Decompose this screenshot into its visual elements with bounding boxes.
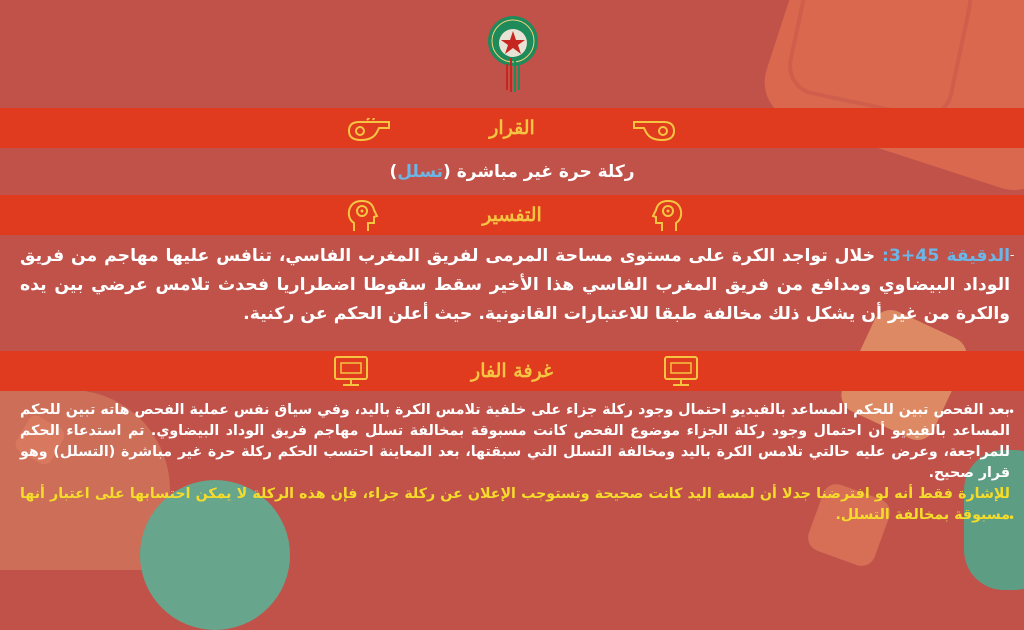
monitor-icon [332, 354, 370, 388]
federation-logo-icon [486, 14, 540, 98]
decision-title: القرار [489, 117, 535, 139]
explanation-text: خلال تواجد الكرة على مستوى مساحة المرمى لفريق المغرب الفاسي، تنافس عليها مهاجم من فريق الوداد البيضاوي ومدافع من فريق المغرب الفاسي هذا الأخير سقط سقوطا اضطراريا فحدث تلامس عرضي بين يده والكرة من غير أن يشكل ذلك مخالفة طبقا للاعتبارات القانونية. حيث أعلن الحكم عن ركنية. [20, 246, 1010, 324]
var-text: بعد الفحص تبين للحكم المساعد بالفيديو احتمال وجود ركلة جزاء على خلفية تلامس الكرة باليد، وفي سياق نفس عملية الفحص هاته تبين للحكم المساعد بالفيديو أن احتمال وجود ركلة الجزاء موضوع الفحص كانت مسبوقة بمخالفة تسلل مهاجم فريق الوداد البيضاوي. تم استدعاء الحكم للمراجعة، وعرض عليه حالتي تلامس الكرة باليد ومخالفة التسلل التي سبقتها، بعد المعاينة احتسب الحكم ركلة حرة غير مباشرة (التسلل) وهو قرار صحيح. [20, 402, 1010, 481]
decision-keyword: تسلل [397, 162, 444, 182]
head-gear-icon [646, 195, 686, 235]
bullet-marker: - [1010, 248, 1015, 262]
head-gear-icon [344, 195, 384, 235]
bullet-marker: • [1008, 405, 1016, 419]
decision-text [0, 152, 1024, 192]
whistle-icon [345, 118, 397, 144]
monitor-icon [662, 354, 700, 388]
var-title: غرفة الفار [471, 360, 553, 382]
minute-label: الدقيقة 45+3: [881, 246, 1010, 266]
decision-text-main: ركلة حرة غير مباشرة ( [443, 162, 635, 182]
explanation-title: التفسير [482, 204, 542, 226]
explanation-paragraph [20, 242, 1010, 329]
var-note: للإشارة فقط أنه لو افترضنا جدلا أن لمسة اليد كانت صحيحة وتستوجب الإعلان عن ركلة جزاء، فإن هذه الركلة لا يمكن احتسابها على اعتبار أنها مسبوقة بمخالفة التسلل. [20, 486, 1010, 523]
decision-text-end: ) [389, 162, 398, 182]
whistle-icon [626, 118, 678, 144]
bullet-marker: • [1008, 511, 1016, 525]
var-paragraph [20, 400, 1010, 526]
